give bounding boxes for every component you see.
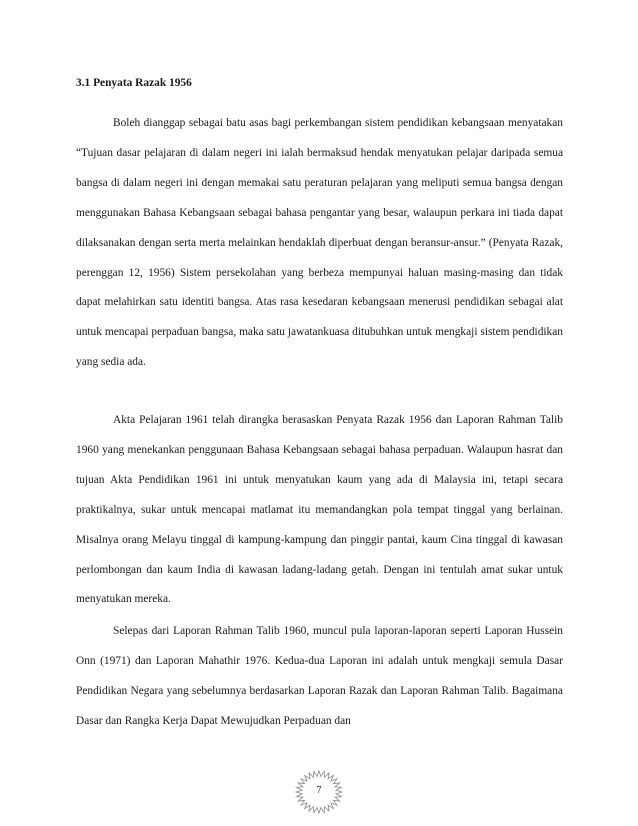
paragraph-1: Boleh dianggap sebagai batu asas bagi perkembangan sistem pendidikan kebangsaan menyatakan “Tujuan dasar pelajaran di dalam negeri ini ialah bermaksud hendak menyatukan pelajar daripada semua bangsa di dalam negeri ini dengan memakai satu peraturan pelajaran yang meliputi semua bangsa dengan menggunakan Bahasa Kebangsaan sebagai bahasa pengantar yang besar, walaupun perkara ini tiada dapat dilaksanakan dengan serta merta melainkan hendaklah diperbuat dengan beransur-ansur.” (Penyata Razak, perenggan 12, 1956) Sistem persekolahan yang berbeza mempunyai haluan masing-masing dan tidak dapat melahirkan satu identiti bangsa. Atas rasa kesedaran kebangsaan menerusi pendidikan sebagai alat untuk mencapai perpaduan bangsa, maka satu jawatankuasa ditubuhkan untuk mengkaji sistem pendidikan yang sedia ada. [76,117,563,369]
paragraph-2: Akta Pelajaran 1961 telah dirangka berasaskan Penyata Razak 1956 dan Laporan Rahman Talib 1960 yang menekankan penggunaan Bahasa Kebangsaan sebagai bahasa perpaduan. Walaupun hasrat dan tujuan Akta Pendidikan 1961 ini untuk menyatukan kaum yang ada di Malaysia ini, tetapi secara praktikalnya, sukar untuk mencapai matlamat itu memandangkan pola tempat tinggal yang berlainan. Misalnya orang Melayu tinggal di kampung-kampung dan pinggir pantai, kaum Cina tinggal di kawasan perlombongan dan kaum India di kawasan ladang-ladang getah. Dengan ini tentulah amat sukar untuk menyatukan mereka. [76,414,563,606]
page-number: 7 [316,785,322,796]
page-number-badge [291,768,347,816]
section-heading: 3.1 Penyata Razak 1956 [76,77,192,89]
paragraph-3: Selepas dari Laporan Rahman Talib 1960, muncul pula laporan-laporan seperti Laporan Hussein Onn (1971) dan Laporan Mahathir 1976. Kedua-dua Laporan ini adalah untuk mengkaji semula Dasar Pendidikan Negara yang sebelumnya berdasarkan Laporan Razak dan Laporan Rahman Talib. Bagaimana Dasar dan Rangka Kerja Dapat Mewujudkan Perpaduan dan [76,625,563,727]
